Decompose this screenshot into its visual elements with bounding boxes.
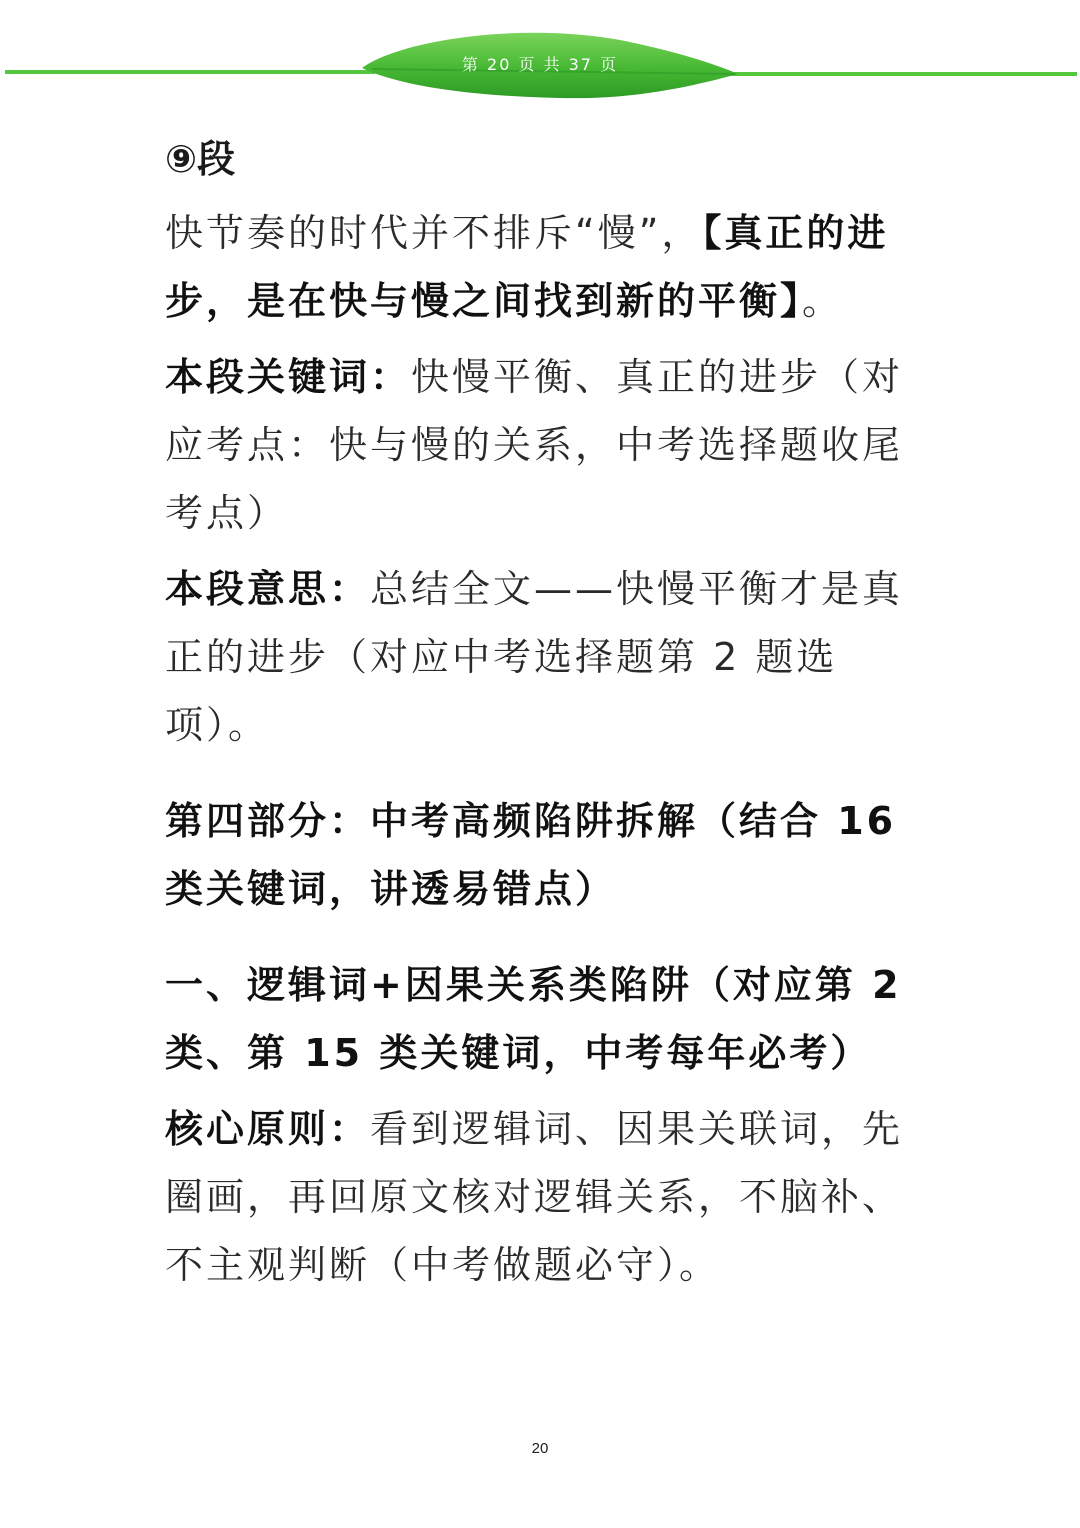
paragraph-9-bold: 【真正的进步，是在快与慢之间找到新的平衡】 bbox=[165, 211, 889, 323]
paragraph-9-title: ⑨段 bbox=[165, 137, 236, 181]
part-4-heading: 第四部分：中考高频陷阱拆解（结合 16 类关键词，讲透易错点） bbox=[165, 799, 897, 911]
paragraph-9-end: 。 bbox=[802, 279, 844, 323]
document-body bbox=[165, 125, 925, 1299]
page-number: 20 bbox=[531, 1440, 549, 1457]
meaning-block bbox=[165, 555, 925, 759]
keywords-block bbox=[165, 343, 925, 547]
trap-1-heading: 一、逻辑词+因果关系类陷阱（对应第 2 类、第 15 类关键词，中考每年必考） bbox=[165, 963, 902, 1075]
paragraph-9-normal: 快节奏的时代并不排斥“慢”， bbox=[165, 211, 703, 255]
principle-text: 看到逻辑词、因果关联词，先圈画，再回原文核对逻辑关系，不脑补、不主观判断（中考做题必守）。 bbox=[165, 1107, 904, 1287]
meaning-text: 总结全文——快慢平衡才是真正的进步（对应中考选择题第 2 题选项）。 bbox=[165, 567, 904, 747]
keywords-label: 本段关键词： bbox=[165, 355, 412, 399]
principle-label: 核心原则： bbox=[165, 1107, 371, 1151]
page-indicator: 第 20 页 共 37 页 bbox=[461, 55, 619, 74]
paragraph-9-text bbox=[165, 199, 925, 335]
principle-block bbox=[165, 1095, 925, 1299]
page-header bbox=[0, 0, 1080, 110]
keywords-text: 快慢平衡、真正的进步（对应考点：快与慢的关系，中考选择题收尾考点） bbox=[165, 355, 904, 535]
meaning-label: 本段意思： bbox=[165, 567, 371, 611]
